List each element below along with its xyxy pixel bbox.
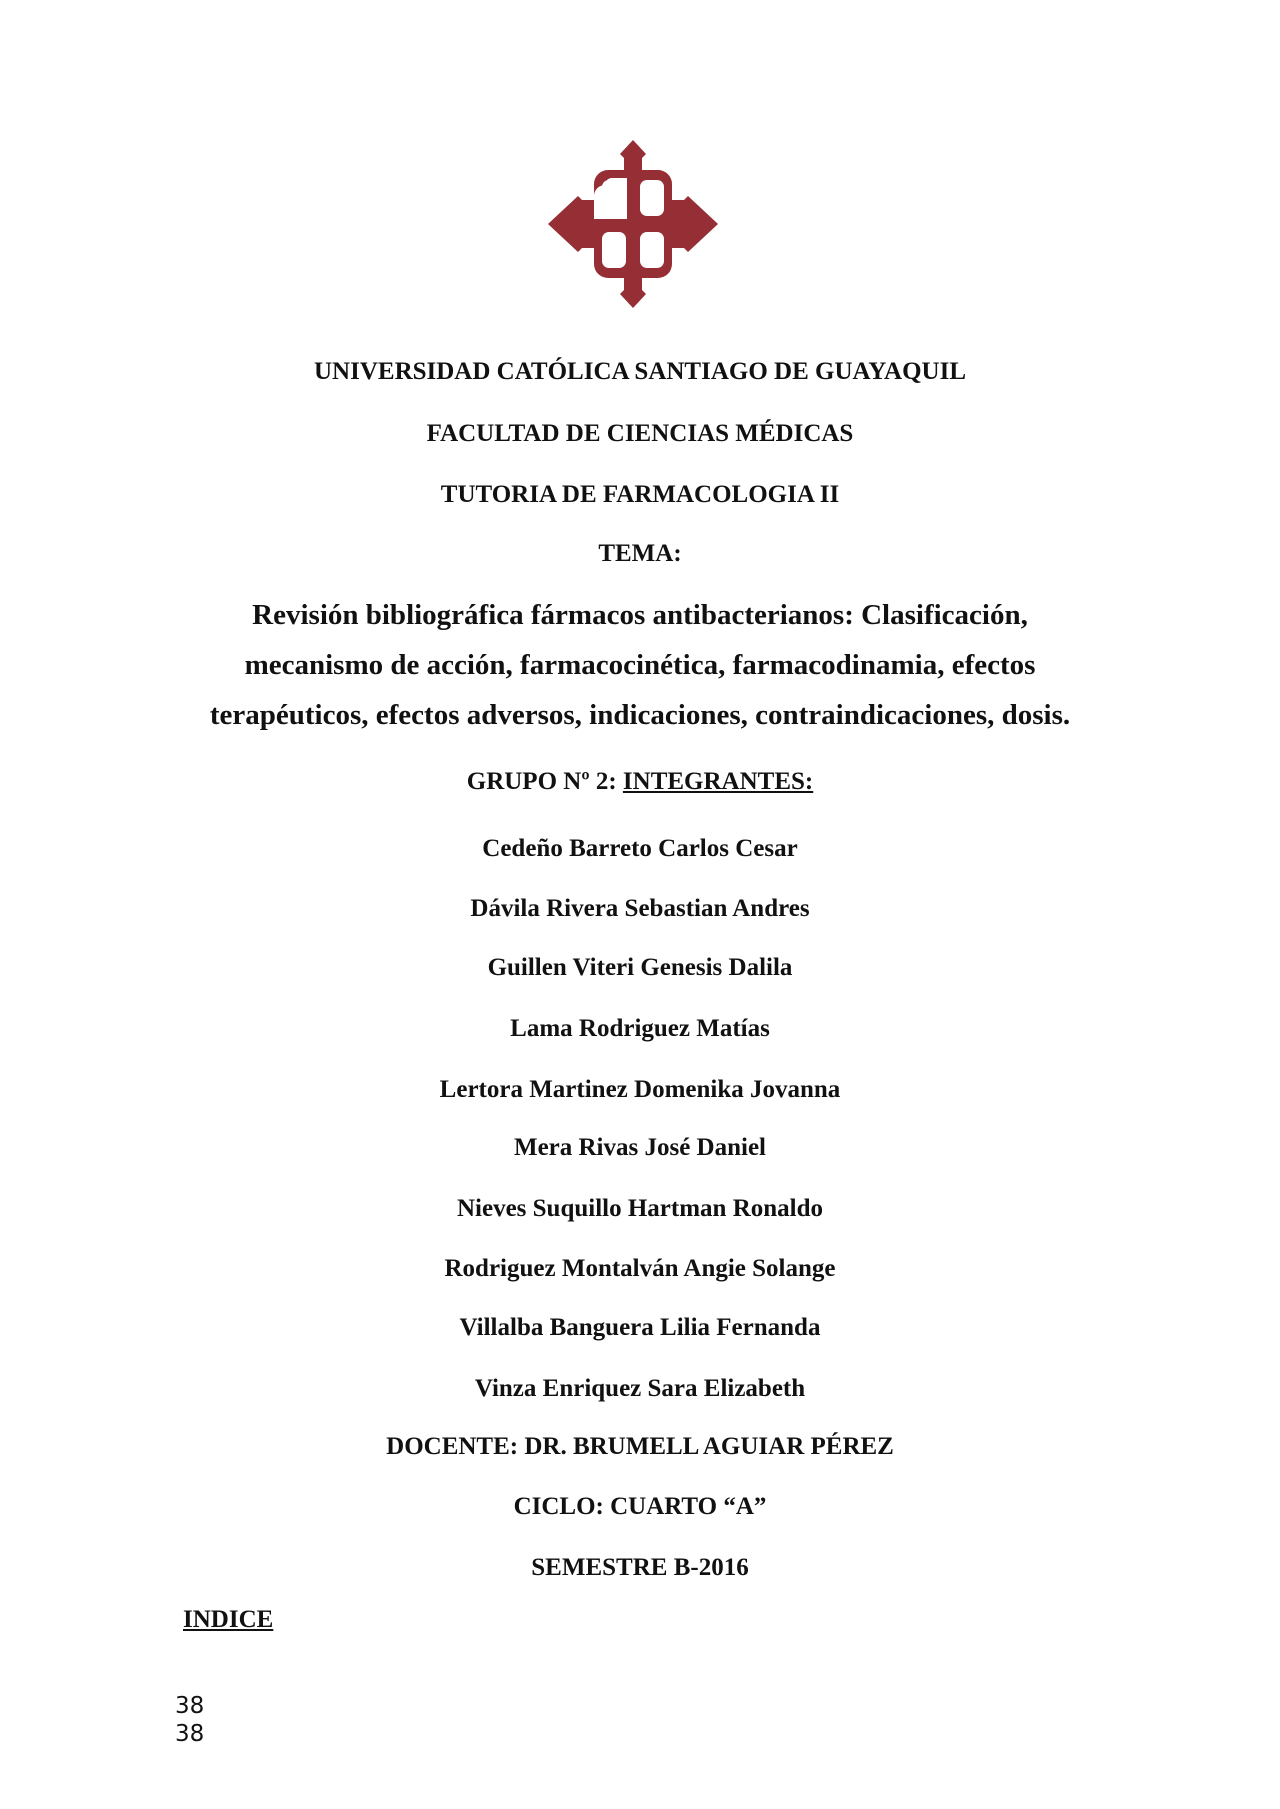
member-name: Villalba Banguera Lilia Fernanda (459, 1314, 821, 1341)
topic-label: TEMA: (598, 540, 682, 567)
group-heading (0, 767, 1280, 797)
university-cross-emblem-icon (548, 140, 718, 308)
semester-line: SEMESTRE B-2016 (531, 1554, 749, 1581)
index-heading: INDICE (183, 1606, 274, 1633)
university-name: UNIVERSIDAD CATÓLICA SANTIAGO DE GUAYAQUIL (314, 358, 966, 385)
teacher-line: DOCENTE: DR. BRUMELL AGUIAR PÉREZ (386, 1433, 894, 1460)
page-number: 38 (175, 1693, 205, 1719)
topic-title (0, 590, 1280, 740)
member-name: Nieves Suquillo Hartman Ronaldo (456, 1195, 824, 1222)
member-name: Mera Rivas José Daniel (513, 1134, 767, 1161)
member-name: Lertora Martinez Domenika Jovanna (439, 1076, 841, 1103)
topic-line: terapéuticos, efectos adversos, indicaciones, contraindicaciones, dosis. (209, 699, 1071, 731)
cycle-line: CICLO: CUARTO “A” (513, 1493, 767, 1520)
members-label: INTEGRANTES: (622, 768, 814, 795)
topic-line: mecanismo de acción, farmacocinética, farmacodinamia, efectos (244, 649, 1036, 681)
member-name: Cedeño Barreto Carlos Cesar (482, 835, 798, 862)
group-label: GRUPO Nº 2: (466, 768, 623, 795)
course-name: TUTORIA DE FARMACOLOGIA II (440, 481, 840, 508)
topic-line: Revisión bibliográfica fármacos antibacterianos: Clasificación, (252, 599, 1028, 631)
page-number: 38 (175, 1721, 205, 1747)
member-name: Rodriguez Montalván Angie Solange (444, 1255, 836, 1282)
member-name: Guillen Viteri Genesis Dalila (487, 954, 793, 981)
member-name: Vinza Enriquez Sara Elizabeth (474, 1375, 806, 1402)
member-name: Dávila Rivera Sebastian Andres (470, 895, 810, 922)
faculty-name: FACULTAD DE CIENCIAS MÉDICAS (426, 420, 854, 447)
member-name: Lama Rodriguez Matías (510, 1015, 770, 1042)
